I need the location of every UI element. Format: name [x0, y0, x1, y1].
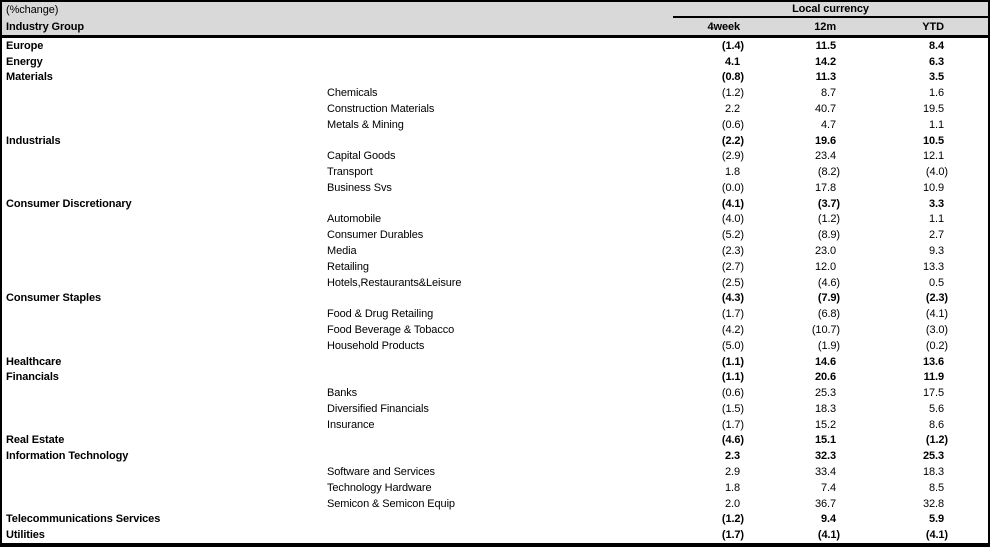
value-cell-4week: (1.7) [721, 418, 744, 431]
sub-industry-label: Software and Services [327, 465, 435, 478]
value-cell-ytd: 0.5 [929, 276, 944, 289]
value-cell-4week: (0.0) [721, 181, 744, 194]
value-cell-4week: (0.8) [721, 71, 744, 84]
sub-industry-label: Insurance [327, 418, 375, 431]
value-cell-ytd: 11.9 [923, 371, 944, 384]
value-cell-12m: 9.4 [821, 513, 836, 526]
value-cell-4week: (2.3) [721, 245, 744, 258]
table-row [2, 464, 988, 480]
value-cell-12m: 23.4 [814, 150, 836, 163]
industry-group-label: Telecommunications Services [6, 513, 161, 526]
value-cell-ytd: 13.6 [922, 355, 944, 368]
value-cell-4week: (1.5) [721, 402, 744, 415]
value-cell-4week: (2.9) [721, 150, 744, 163]
value-cell-ytd: (0.2) [925, 339, 948, 352]
col-header-4week: 4week [707, 20, 740, 33]
value-cell-ytd: 1.1 [929, 118, 944, 131]
industry-group-label: Financials [6, 371, 59, 384]
table-row [2, 480, 988, 496]
table-row [2, 511, 988, 527]
value-cell-ytd: 9.3 [929, 245, 944, 258]
sub-industry-label: Retailing [327, 260, 369, 273]
pct-change-label: (%change) [6, 4, 59, 16]
sub-industry-label: Hotels,Restaurants&Leisure [327, 276, 462, 289]
sub-industry-label: Automobile [327, 213, 382, 226]
local-currency-header: Local currency [673, 2, 988, 18]
value-cell-12m: (10.7) [811, 323, 840, 336]
table-row [2, 70, 988, 86]
value-cell-4week: (4.1) [721, 197, 744, 210]
sub-industry-label: Business Svs [327, 181, 392, 194]
table-row [2, 85, 988, 101]
value-cell-12m: 19.6 [814, 134, 836, 147]
value-cell-4week: (5.2) [721, 229, 744, 242]
value-cell-ytd: 25.3 [922, 450, 944, 463]
table-row [2, 417, 988, 433]
value-cell-ytd: (2.3) [925, 292, 948, 305]
value-cell-ytd: (1.2) [925, 434, 948, 447]
value-cell-12m: (1.9) [817, 339, 840, 352]
value-cell-4week: (1.2) [721, 513, 744, 526]
industry-group-label: Real Estate [6, 434, 65, 447]
sub-industry-label: Media [327, 245, 357, 258]
value-cell-12m: 32.3 [814, 450, 836, 463]
table-row [2, 196, 988, 212]
sub-industry-label: Construction Materials [327, 103, 435, 116]
industry-group-header: Industry Group [6, 20, 85, 33]
value-cell-12m: 33.4 [814, 465, 836, 478]
sub-industry-label: Diversified Financials [327, 402, 429, 415]
value-cell-12m: 11.5 [815, 39, 836, 52]
value-cell-4week: 1.8 [725, 481, 740, 494]
value-cell-ytd: 32.8 [922, 497, 944, 510]
table-body [2, 38, 988, 543]
value-cell-ytd: 13.3 [922, 260, 944, 273]
value-cell-4week: 2.0 [725, 497, 740, 510]
table-row [2, 291, 988, 307]
table-row [2, 322, 988, 338]
table-row [2, 38, 988, 54]
value-cell-12m: 15.2 [814, 418, 836, 431]
value-cell-4week: (5.0) [721, 339, 744, 352]
value-cell-12m: 36.7 [814, 497, 836, 510]
industry-group-label: Information Technology [6, 450, 129, 463]
value-cell-12m: (8.2) [817, 166, 840, 179]
industry-group-label: Europe [6, 39, 44, 52]
value-cell-ytd: (4.1) [925, 529, 948, 542]
value-cell-4week: (1.7) [721, 529, 744, 542]
value-cell-12m: 7.4 [821, 481, 836, 494]
value-cell-ytd: 8.5 [929, 481, 944, 494]
value-cell-12m: 12.0 [814, 260, 836, 273]
value-cell-12m: 18.3 [814, 402, 836, 415]
header-row-columns [2, 18, 988, 35]
sub-industry-label: Transport [327, 166, 373, 179]
table-row [2, 212, 988, 228]
value-cell-4week: 4.1 [725, 55, 740, 68]
table-row [2, 101, 988, 117]
value-cell-ytd: 1.1 [929, 213, 944, 226]
value-cell-12m: (3.7) [817, 197, 840, 210]
col-header-ytd: YTD [922, 20, 944, 33]
value-cell-ytd: 19.5 [922, 103, 944, 116]
value-cell-12m: 23.0 [814, 245, 836, 258]
sub-industry-label: Food & Drug Retailing [327, 308, 434, 321]
value-cell-ytd: 18.3 [922, 465, 944, 478]
value-cell-ytd: 3.3 [929, 197, 944, 210]
value-cell-12m: 4.7 [821, 118, 836, 131]
value-cell-ytd: 12.1 [922, 150, 944, 163]
sub-industry-label: Food Beverage & Tobacco [327, 323, 455, 336]
sub-industry-label: Metals & Mining [327, 118, 404, 131]
col-header-12m: 12m [814, 20, 836, 33]
value-cell-ytd: 10.5 [922, 134, 944, 147]
value-cell-4week: (1.2) [721, 87, 744, 100]
value-cell-12m: (4.6) [817, 276, 840, 289]
table-row [2, 385, 988, 401]
value-cell-ytd: (4.1) [925, 308, 948, 321]
value-cell-ytd: 17.5 [922, 387, 944, 400]
value-cell-4week: (1.1) [721, 371, 744, 384]
table-row [2, 243, 988, 259]
table-row [2, 117, 988, 133]
value-cell-12m: 40.7 [814, 103, 836, 116]
value-cell-ytd: 5.9 [929, 513, 944, 526]
header-row-top [2, 2, 988, 18]
sub-industry-label: Chemicals [327, 87, 378, 100]
sub-industry-label: Technology Hardware [327, 481, 432, 494]
value-cell-ytd: 6.3 [929, 55, 944, 68]
value-cell-ytd: 5.6 [929, 402, 944, 415]
value-cell-4week: (4.6) [721, 434, 744, 447]
table-row [2, 496, 988, 512]
table-row [2, 448, 988, 464]
table-row [2, 259, 988, 275]
sub-industry-label: Consumer Durables [327, 229, 424, 242]
value-cell-4week: 2.9 [725, 465, 740, 478]
table-row [2, 164, 988, 180]
value-cell-12m: (4.1) [817, 529, 840, 542]
table-row [2, 401, 988, 417]
industry-group-label: Energy [6, 55, 43, 68]
value-cell-4week: (1.1) [721, 355, 744, 368]
value-cell-12m: 15.1 [814, 434, 836, 447]
value-cell-12m: (7.9) [817, 292, 840, 305]
value-cell-4week: (0.6) [721, 387, 744, 400]
value-cell-4week: (2.2) [721, 134, 744, 147]
value-cell-ytd: 8.6 [929, 418, 944, 431]
sub-industry-label: Capital Goods [327, 150, 396, 163]
sub-industry-label: Banks [327, 387, 358, 400]
table-row [2, 433, 988, 449]
value-cell-4week: (2.5) [721, 276, 744, 289]
industry-group-label: Healthcare [6, 355, 62, 368]
industry-group-label: Utilities [6, 529, 45, 542]
value-cell-12m: 14.2 [814, 55, 836, 68]
value-cell-ytd: 3.5 [929, 71, 944, 84]
value-cell-12m: (1.2) [817, 213, 840, 226]
value-cell-ytd: (4.0) [925, 166, 948, 179]
table-row [2, 180, 988, 196]
value-cell-4week: (0.6) [721, 118, 744, 131]
sub-industry-label: Semicon & Semicon Equip [327, 497, 455, 510]
value-cell-12m: 11.3 [815, 71, 836, 84]
table-row [2, 227, 988, 243]
value-cell-12m: 17.8 [814, 181, 836, 194]
value-cell-12m: 25.3 [814, 387, 836, 400]
value-cell-12m: 8.7 [821, 87, 836, 100]
table-row [2, 369, 988, 385]
value-cell-4week: 2.3 [725, 450, 740, 463]
value-cell-12m: 20.6 [814, 371, 836, 384]
value-cell-4week: (4.3) [721, 292, 744, 305]
value-cell-ytd: 8.4 [929, 39, 944, 52]
sub-industry-label: Household Products [327, 339, 425, 352]
industry-group-label: Materials [6, 71, 53, 84]
value-cell-4week: (1.7) [721, 308, 744, 321]
industry-group-label: Industrials [6, 134, 61, 147]
table-row [2, 275, 988, 291]
table-row [2, 354, 988, 370]
value-cell-4week: (2.7) [721, 260, 744, 273]
industry-group-label: Consumer Staples [6, 292, 101, 305]
value-cell-4week: 2.2 [725, 103, 740, 116]
value-cell-ytd: 10.9 [922, 181, 944, 194]
value-cell-12m: 14.6 [814, 355, 836, 368]
value-cell-4week: (4.0) [721, 213, 744, 226]
table-row [2, 338, 988, 354]
table-header [2, 2, 988, 35]
value-cell-ytd: 1.6 [929, 87, 944, 100]
table-row [2, 133, 988, 149]
value-cell-12m: (8.9) [817, 229, 840, 242]
value-cell-ytd: (3.0) [925, 323, 948, 336]
table-row [2, 54, 988, 70]
table-row [2, 527, 988, 543]
value-cell-4week: 1.8 [725, 166, 740, 179]
value-cell-4week: (1.4) [721, 39, 744, 52]
value-cell-ytd: 2.7 [929, 229, 944, 242]
value-cell-12m: (6.8) [817, 308, 840, 321]
table-row [2, 306, 988, 322]
value-cell-4week: (4.2) [721, 323, 744, 336]
industry-group-label: Consumer Discretionary [6, 197, 132, 210]
table-row [2, 148, 988, 164]
